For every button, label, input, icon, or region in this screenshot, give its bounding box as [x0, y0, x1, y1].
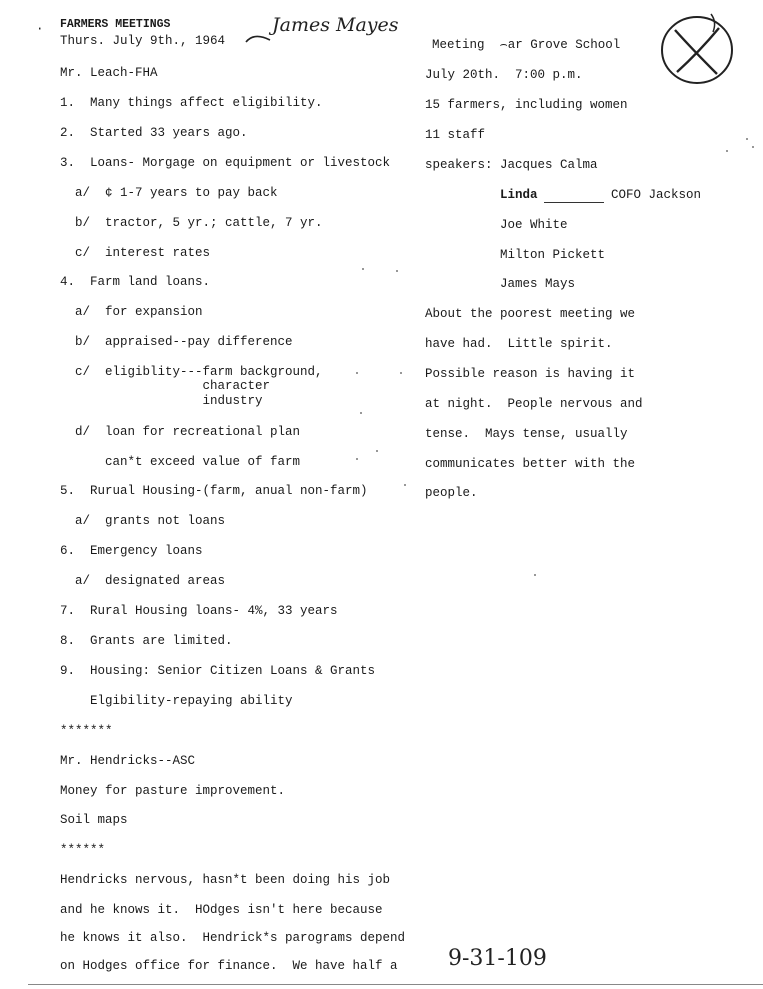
- note-line: Hendricks nervous, hasn*t been doing his job: [60, 873, 391, 887]
- note-line: About the poorest meeting we: [425, 307, 636, 321]
- header-bullet: ·: [36, 22, 44, 36]
- list-item: 1. Many things affect eligibility.: [60, 96, 323, 110]
- signature-flourish: [244, 30, 272, 44]
- list-item: c/ eligiblity---farm background,: [60, 365, 323, 379]
- list-item: a/ designated areas: [60, 574, 226, 588]
- list-item: a/ for expansion: [60, 305, 203, 319]
- speaker-name: Joe White: [500, 218, 568, 232]
- page-bottom-edge: [28, 984, 763, 985]
- note-line: and he knows it. HOdges isn't here because: [60, 903, 383, 917]
- note-line: on Hodges office for finance. We have half a: [60, 959, 398, 973]
- list-item: b/ tractor, 5 yr.; cattle, 7 yr.: [60, 216, 323, 230]
- note-line: communicates better with the: [425, 457, 636, 471]
- meeting-location: Meeting ⌢ar Grove School: [432, 38, 621, 52]
- section-separator: ******: [60, 843, 106, 857]
- speakers-label: speakers: Jacques Calma: [425, 158, 598, 172]
- note-line: have had. Little spirit.: [425, 337, 613, 351]
- list-item: 6. Emergency loans: [60, 544, 203, 558]
- list-item: 4. Farm land loans.: [60, 275, 211, 289]
- speaker-name: James Mays: [500, 277, 576, 291]
- scan-speck: [356, 458, 358, 460]
- page-code: 9-31-109: [448, 946, 547, 971]
- speaker-linda: Linda: [500, 188, 538, 202]
- list-item: 3. Loans- Morgage on equipment or livestock: [60, 156, 391, 170]
- scan-speck: [534, 574, 536, 576]
- scan-speck: [746, 138, 748, 140]
- list-item: d/ loan for recreational plan: [60, 425, 301, 439]
- scan-speck: [362, 268, 364, 270]
- signature: James Mayes: [272, 14, 399, 36]
- scan-speck: [360, 412, 362, 414]
- document-date: Thurs. July 9th., 1964: [60, 34, 226, 48]
- hendricks-line: Money for pasture improvement.: [60, 784, 286, 798]
- speaker-heading-hendricks: Mr. Hendricks--ASC: [60, 754, 196, 768]
- list-item: Elgibility-repaying ability: [60, 694, 293, 708]
- scan-speck: [404, 484, 406, 486]
- list-item: industry: [60, 394, 263, 408]
- list-item: can*t exceed value of farm: [60, 455, 301, 469]
- scan-speck: [376, 450, 378, 452]
- speaker-name: Milton Pickett: [500, 248, 606, 262]
- scan-speck: [400, 372, 402, 374]
- list-item: 7. Rural Housing loans- 4%, 33 years: [60, 604, 338, 618]
- section-separator: *******: [60, 724, 113, 738]
- note-line: tense. Mays tense, usually: [425, 427, 628, 441]
- list-item: 5. Rurual Housing-(farm, anual non-farm): [60, 484, 368, 498]
- scan-speck: [752, 146, 754, 148]
- document-title: FARMERS MEETINGS: [60, 18, 171, 31]
- list-item: c/ interest rates: [60, 246, 211, 260]
- circled-x-mark: [655, 8, 740, 88]
- scan-speck: [356, 372, 358, 374]
- scan-speck: [726, 150, 728, 152]
- list-item: 8. Grants are limited.: [60, 634, 233, 648]
- hendricks-line: Soil maps: [60, 813, 128, 827]
- list-item: character: [60, 379, 271, 393]
- list-item: a/ grants not loans: [60, 514, 226, 528]
- scan-speck: [396, 270, 398, 272]
- attendance-staff: 11 staff: [425, 128, 486, 142]
- blank-line: [544, 202, 604, 203]
- list-item: b/ appraised--pay difference: [60, 335, 293, 349]
- list-item: 2. Started 33 years ago.: [60, 126, 248, 140]
- note-line: at night. People nervous and: [425, 397, 643, 411]
- list-item: 9. Housing: Senior Citizen Loans & Grants: [60, 664, 376, 678]
- note-line: he knows it also. Hendrick*s parograms depend: [60, 931, 406, 945]
- speaker-heading-leach: Mr. Leach-FHA: [60, 66, 158, 80]
- list-item: a/ ¢ 1-7 years to pay back: [60, 186, 278, 200]
- meeting-time: July 20th. 7:00 p.m.: [425, 68, 583, 82]
- note-line: Possible reason is having it: [425, 367, 636, 381]
- note-line: people.: [425, 486, 478, 500]
- speaker-linda-org: COFO Jackson: [611, 188, 702, 202]
- attendance-farmers: 15 farmers, including women: [425, 98, 628, 112]
